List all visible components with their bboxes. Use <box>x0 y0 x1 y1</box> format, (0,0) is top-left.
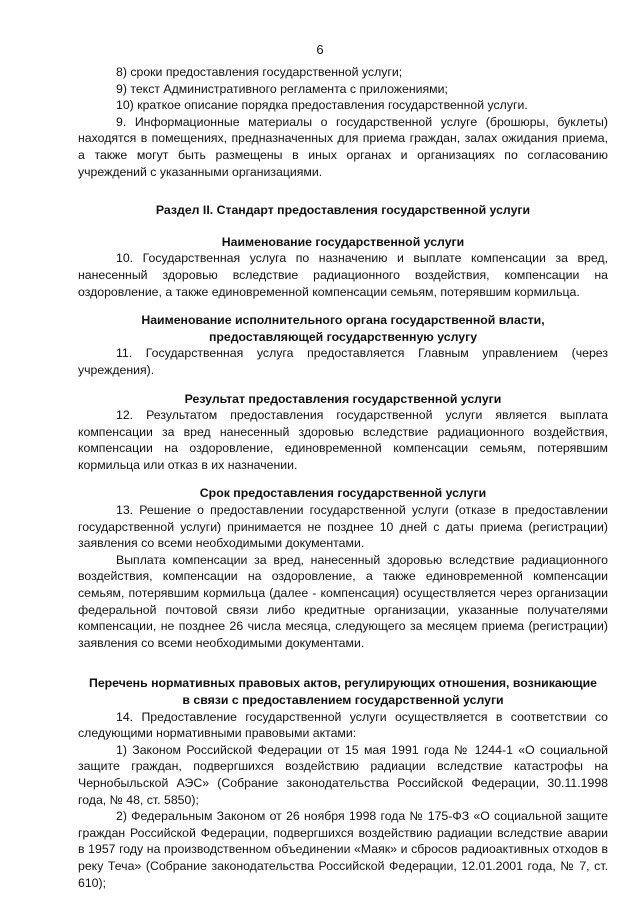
heading-term: Срок предоставления государственной услуги <box>199 486 487 501</box>
paragraph-13: 13. Решение о предоставлении государственной услуги (отказе в предоставлении государственной услуги) принимается не позднее 10 дней с даты приема (регистрации) заявления со всеми необходимыми документами. <box>78 503 608 551</box>
list-item-8: 8) сроки предоставления государственной услуги; <box>116 65 403 79</box>
heading-organ-line-2: предоставляющей государственную услугу <box>208 329 478 344</box>
heading-service-name: Наименование государственной услуги <box>221 234 465 249</box>
heading-legal-acts-line-2: в связи с предоставлением государственной услуги <box>182 693 504 707</box>
list-item-10: 10) краткое описание порядка предоставления государственной услуги. <box>116 98 528 113</box>
paragraph-10: 10. Государственная услуга по назначению и выплате компенсации за вред, нанесенный здоровью вследствие радиационного воздействия, компенсации на оздоровление, а также единовременной компенсации семьям, потерявшим кормильца. <box>78 251 608 299</box>
list-item-9: 9) текст Административного регламента с приложениями; <box>116 81 448 96</box>
paragraph-12: 12. Результатом предоставления государственной услуги является выплата компенсации за вред нанесенный здоровью вследствие радиационного воздействия, компенсации на оздоровление, единовременной компенсации семьям, потерявшим кормильца или отказ в их назначении. <box>78 408 608 472</box>
page-number: 6 <box>316 42 324 57</box>
paragraph-14: 14. Предоставление государственной услуги осуществляется в соответствии со следующими нормативными правовыми актами: <box>78 709 608 741</box>
paragraph-11: 11. Государственная услуга предоставляется Главным управлением (через учреждения). <box>78 346 608 377</box>
section-title: Раздел II. Стандарт предоставления государственной услуги <box>155 203 531 218</box>
heading-legal-acts-line-1: Перечень нормативных правовых актов, регулирующих отношения, возникающие <box>88 676 597 691</box>
paragraph-13-payment: Выплата компенсации за вред, нанесенный здоровью вследствие радиационного воздействия, компенсации на оздоровление, а также единовременной компенсации семьям, потерявшим кормильца (далее - компенсация) осуществляется через организации федеральной почтовой связи либо кредитные организации, указанные получателями компенсации, не позднее 26 числа месяца, следующего за месяцем приема (регистрации) заявления со всеми необходимыми документами. <box>78 552 608 650</box>
heading-organ-line-1: Наименование исполнительного органа государственной власти, <box>141 313 545 328</box>
paragraph-14-item-1: 1) Законом Российской Федерации от 15 мая 1991 года № 1244-1 «О социальной защите граждан, подвергшихся воздействию радиации вследствие катастрофы на Чернобыльской АЭС» (Собрание законодательства Российской Федерации, 30.11.1998 года, № 48, ст. 5850); <box>78 742 608 807</box>
document-body <box>78 64 608 891</box>
heading-result: Результат предоставления государственной услуги <box>184 391 502 406</box>
paragraph-9: 9. Информационные материалы о государственной услуге (брошюры, буклеты) находятся в помещениях, предназначенных для приема граждан, залах ожидания приема, а также могут быть размещены в иных органах и организациях по согласованию учреждений с указанными организациями. <box>78 114 608 179</box>
paragraph-14-item-2: 2) Федеральным Законом от 26 ноября 1998 года № 175-ФЗ «О социальной защите граждан Российской Федерации, подвергшихся воздействию радиации вследствие аварии в 1957 году на производственном объединении «Маяк» и сбросов радиоактивных отходов в реку Теча» (Собрание законодательства Российской Федерации, 12.01.2001 года, № 7, ст. 610); <box>78 809 608 890</box>
